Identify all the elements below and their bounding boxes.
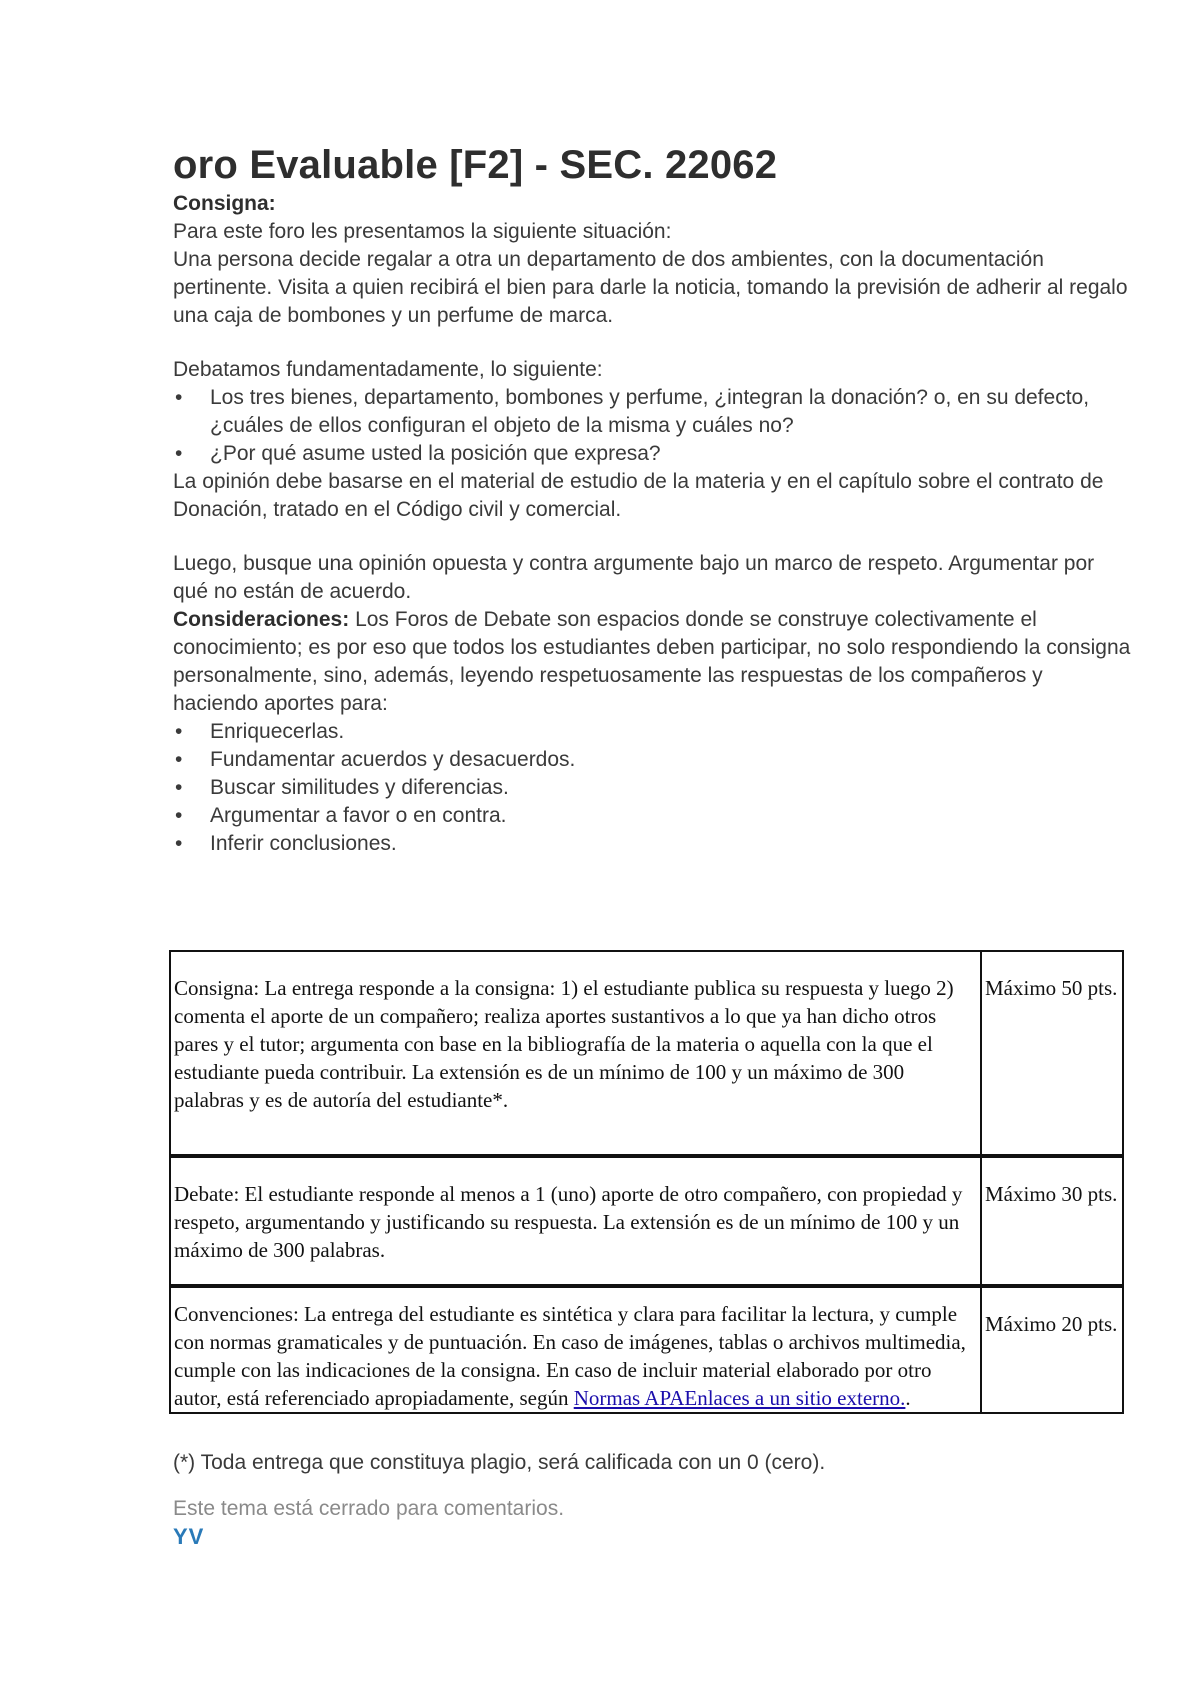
debate-intro: Debatamos fundamentadamente, lo siguiente: [173,358,603,381]
spacer [173,330,1133,356]
consigna-intro: Para este foro les presentamos la siguiente situación: [173,220,672,243]
item-text: Enriquecerlas. [210,720,345,743]
consideraciones-paragraph [173,606,1133,718]
rubric-description-suffix: . [905,1386,911,1410]
bullet-icon: • [175,748,183,771]
apa-norms-link[interactable]: Normas APAEnlaces a un sitio externo. [573,1386,906,1410]
bullet-icon: • [175,804,183,827]
question-text: ¿Por qué asume usted la posición que expresa? [210,442,661,465]
bullet-icon: • [175,832,183,855]
item-text: Fundamentar acuerdos y desacuerdos. [210,748,576,771]
debate-questions [173,384,1133,468]
bullet-icon: • [175,386,183,409]
list-item [173,384,1133,440]
list-item [173,440,1133,468]
table-row [170,951,1123,1156]
table-row [170,1286,1123,1413]
list-item [173,746,1133,774]
table-row [170,1156,1123,1286]
footer-section [173,1449,1133,1551]
closed-comments-note: Este tema está cerrado para comentarios. [173,1497,565,1520]
item-text: Inferir conclusiones. [210,832,397,855]
list-item [173,802,1133,830]
bullet-icon: • [175,776,183,799]
spacer [173,524,1133,550]
question-text: Los tres bienes, departamento, bombones y perfume, ¿integran la donación? o, en su defecto, ¿cuáles de ellos configuran el objeto de la misma y cuáles no? [210,386,1090,437]
rubric-table [169,950,1124,1414]
plagio-note: (*) Toda entrega que constituya plagio, será calificada con un 0 (cero). [173,1451,826,1474]
consideraciones-label: Consideraciones: [173,608,350,631]
debate-counter: Luego, busque una opinión opuesta y contra argumente bajo un marco de respeto. Argumentar por qué no están de acuerdo. [173,552,1095,603]
rubric-description: Consigna: La entrega responde a la consigna: 1) el estudiante publica su respuesta y luego 2) comenta el aporte de un compañero; realiza aportes sustantivos a lo que ya han dicho otros pares y el tutor; argumenta con base en la bibliografía de la materia o aquella con la que el estudiante pueda contribuir. La extensión es de un mínimo de 100 y un máximo de 300 palabras y es de autoría del estudiante*. [170,951,981,1156]
consideraciones-text: Los Foros de Debate son espacios donde se construye colectivamente el conocimiento; es por eso que todos los estudiantes deben participar, no solo respondiendo la consigna personalmente, sino, además, leyendo respetuosamente las respuestas de los compañeros y haciendo aportes para: [173,608,1131,715]
document-body [173,140,1133,858]
rubric-description-text: Convenciones: La entrega del estudiante es sintética y clara para facilitar la lectura, y cumple con normas gramaticales y de puntuación. En caso de imágenes, tablas o archivos multimedia, cumple con las indicaciones de la consigna. En caso de incluir material elaborado por otro autor, está referenciado apropiadamente, según [174,1302,966,1410]
rubric-points: Máximo 30 pts. [981,1156,1123,1286]
item-text: Buscar similitudes y diferencias. [210,776,509,799]
rubric-points: Máximo 50 pts. [981,951,1123,1156]
debate-basis: La opinión debe basarse en el material de estudio de la materia y en el capítulo sobre el contrato de Donación, tratado en el Código civil y comercial. [173,470,1104,521]
bullet-icon: • [175,720,183,743]
consigna-label: Consigna: [173,192,276,215]
consigna-situation: Una persona decide regalar a otra un departamento de dos ambientes, con la documentación pertinente. Visita a quien recibirá el bien para darle la noticia, tomando la previsión de adherir al regalo una caja de bombones y un perfume de marca. [173,248,1128,327]
list-item [173,830,1133,858]
author-initials: YV [173,1524,205,1549]
consideraciones-list [173,718,1133,858]
list-item [173,774,1133,802]
bullet-icon: • [175,442,183,465]
page-title: oro Evaluable [F2] - SEC. 22062 [173,143,778,187]
item-text: Argumentar a favor o en contra. [210,804,507,827]
list-item [173,718,1133,746]
rubric-description: Debate: El estudiante responde al menos a 1 (uno) aporte de otro compañero, con propiedad y respeto, argumentando y justificando su respuesta. La extensión es de un mínimo de 100 y un máximo de 300 palabras. [170,1156,981,1286]
rubric-points: Máximo 20 pts. [981,1286,1123,1413]
rubric-description [170,1286,981,1413]
